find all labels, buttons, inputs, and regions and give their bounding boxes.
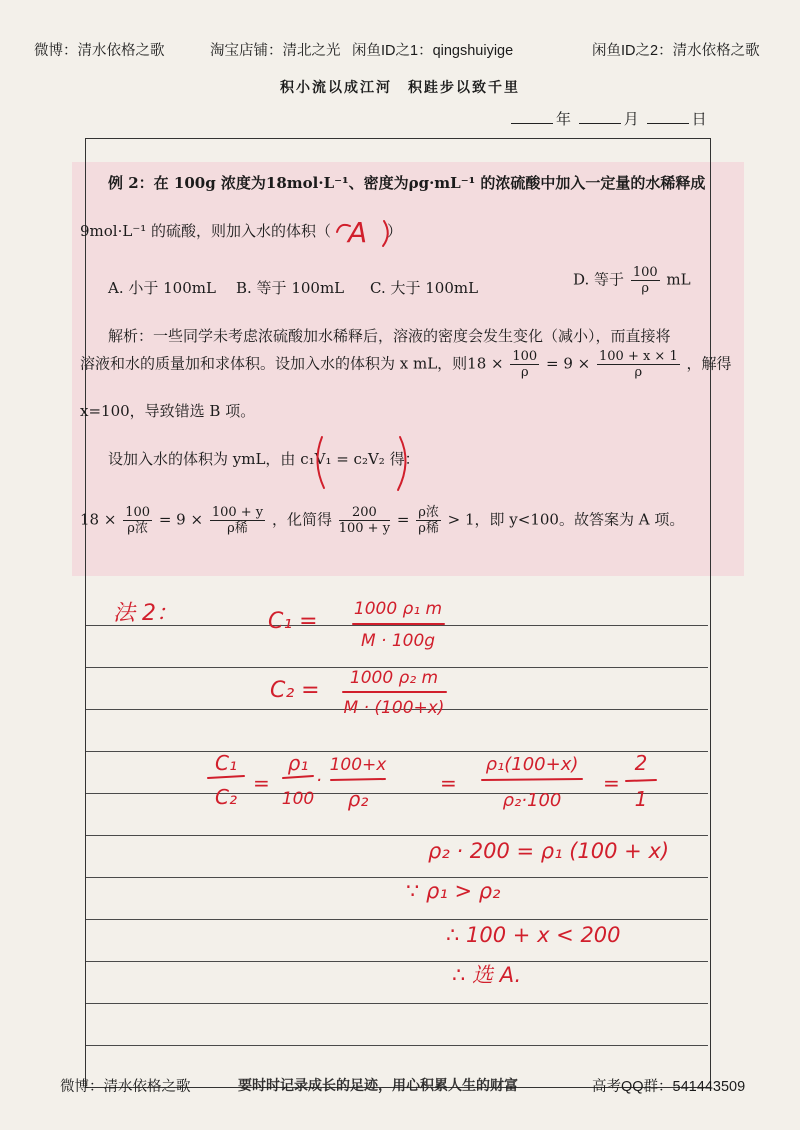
analysis-line-4: 设加入水的体积为 ymL，由 c₁V₁ = c₂V₂ 得：	[108, 450, 420, 468]
ratio-f3-num: ρ₁(100+x)	[485, 754, 579, 775]
c2-denominator: M · (100+x)	[343, 698, 445, 718]
denominator: ρ稀	[418, 521, 439, 536]
option-d-numerator: 100	[632, 265, 658, 280]
problem-stem-end: ）	[387, 222, 403, 240]
numerator: 100	[125, 505, 151, 520]
c1-denominator: M · 100g	[360, 631, 436, 651]
method-label: 法 2：	[113, 601, 178, 626]
ratio-dot: ·	[316, 770, 322, 791]
formula-bracket-left	[317, 437, 324, 488]
denominator: ρ	[634, 365, 643, 380]
ratio-eq-2: =	[440, 771, 457, 795]
step-3: ∴ 100 + x < 200	[446, 923, 621, 947]
ratio-f2-bar	[331, 779, 385, 780]
step-2: ∵ ρ₁ > ρ₂	[406, 879, 501, 903]
problem-stem: 9mol·L⁻¹ 的硫酸，则加入水的体积（	[80, 222, 332, 240]
option-d-denominator: ρ	[641, 281, 650, 296]
answer-mark: A	[348, 216, 368, 249]
ratio-f1-bar	[283, 776, 313, 778]
ratio-lhs-den: C₂	[215, 785, 237, 809]
c1-numerator: 1000 ρ₁ m	[353, 599, 443, 619]
option-a: A. 小于 100mL	[108, 279, 216, 297]
date-day: 日	[691, 110, 707, 128]
numerator: 100	[512, 349, 538, 364]
numerator: 100 + y	[211, 505, 264, 520]
option-b: B. 等于 100mL	[236, 279, 345, 297]
eq-mid: = 9 ×	[158, 510, 204, 529]
denominator: 100 + y	[338, 521, 391, 536]
ratio-eq-3: =	[603, 771, 620, 795]
header-taobao: 淘宝店铺：清北之光	[210, 43, 341, 59]
ratio-f1-den: 100	[281, 789, 315, 809]
option-d-unit: mL	[666, 270, 691, 289]
header-xianyu-2: 闲鱼ID之2：清水依格之歌	[592, 43, 760, 59]
analysis-text: 溶液和水的质量加和求体积。设加入水的体积为 x mL，则18 ×	[80, 354, 504, 373]
step-1: ρ₂ · 200 = ρ₁ (100 + x)	[428, 839, 670, 863]
analysis-line-1: 解析：一些同学未考虑浓硫酸加水稀释后，溶液的密度会发生变化（减小），而直接将	[108, 327, 671, 345]
analysis-eq: = 9 ×	[546, 354, 591, 373]
header-weibo: 微博：清水依格之歌	[34, 43, 165, 59]
formula-bracket-right	[398, 437, 406, 490]
denominator: ρ	[520, 365, 529, 380]
numerator: ρ浓	[418, 505, 439, 520]
step-4: ∴ 选 A.	[452, 963, 522, 987]
footer-qq: 高考QQ群：541443509	[592, 1079, 746, 1095]
option-c: C. 大于 100mL	[370, 279, 479, 297]
eq-prefix: 18 ×	[80, 510, 117, 529]
ratio-f2-num: 100+x	[329, 755, 387, 775]
denominator: ρ浓	[127, 521, 148, 536]
denominator: ρ稀	[227, 521, 248, 536]
option-d-prefix: D. 等于	[573, 270, 625, 289]
eq-conclusion: > 1，即 y<100。故答案为 A 项。	[447, 510, 685, 529]
ratio-f3-den: ρ₂·100	[502, 790, 562, 811]
c1-lhs: C₁ =	[268, 609, 318, 634]
c2-lhs: C₂ =	[270, 678, 320, 703]
analysis-solve: ，解得	[686, 354, 732, 373]
c2-numerator: 1000 ρ₂ m	[349, 668, 439, 688]
eq-simplify: ，化简得	[271, 510, 332, 529]
ratio-lhs-bar	[208, 776, 244, 778]
numerator: 100 + x × 1	[599, 349, 678, 364]
ratio-f1-num: ρ₁	[287, 751, 309, 775]
ratio-eq-1: =	[253, 771, 270, 795]
footer-weibo: 微博：清水依格之歌	[60, 1079, 191, 1095]
numerator: 200	[339, 506, 390, 521]
analysis-line-3: x=100，导致错选 B 项。	[80, 402, 256, 420]
problem-line-1: 例 2：在 100g 浓度为18mol·L⁻¹、密度为ρg·mL⁻¹ 的浓硫酸中加入一定量的水稀释成	[108, 174, 706, 192]
ratio-result-num: 2	[634, 751, 648, 775]
ratio-f2-den: ρ₂	[347, 787, 369, 811]
date-month: 月	[623, 110, 639, 128]
eq-equals: =	[396, 510, 410, 529]
answer-paren-right-mark	[383, 221, 388, 246]
header-xianyu-1: 闲鱼ID之1：qingshuiyige	[352, 43, 514, 59]
motto: 积小流以成江河 积跬步以致千里	[280, 80, 520, 96]
ratio-result-bar	[626, 780, 656, 781]
date-year: 年	[556, 110, 572, 128]
ratio-result-den: 1	[634, 787, 648, 811]
ratio-lhs-num: C₁	[215, 751, 237, 775]
footer-slogan: 要时时记录成长的足迹，用心积累人生的财富	[238, 1077, 518, 1093]
ratio-f3-bar	[482, 779, 582, 780]
